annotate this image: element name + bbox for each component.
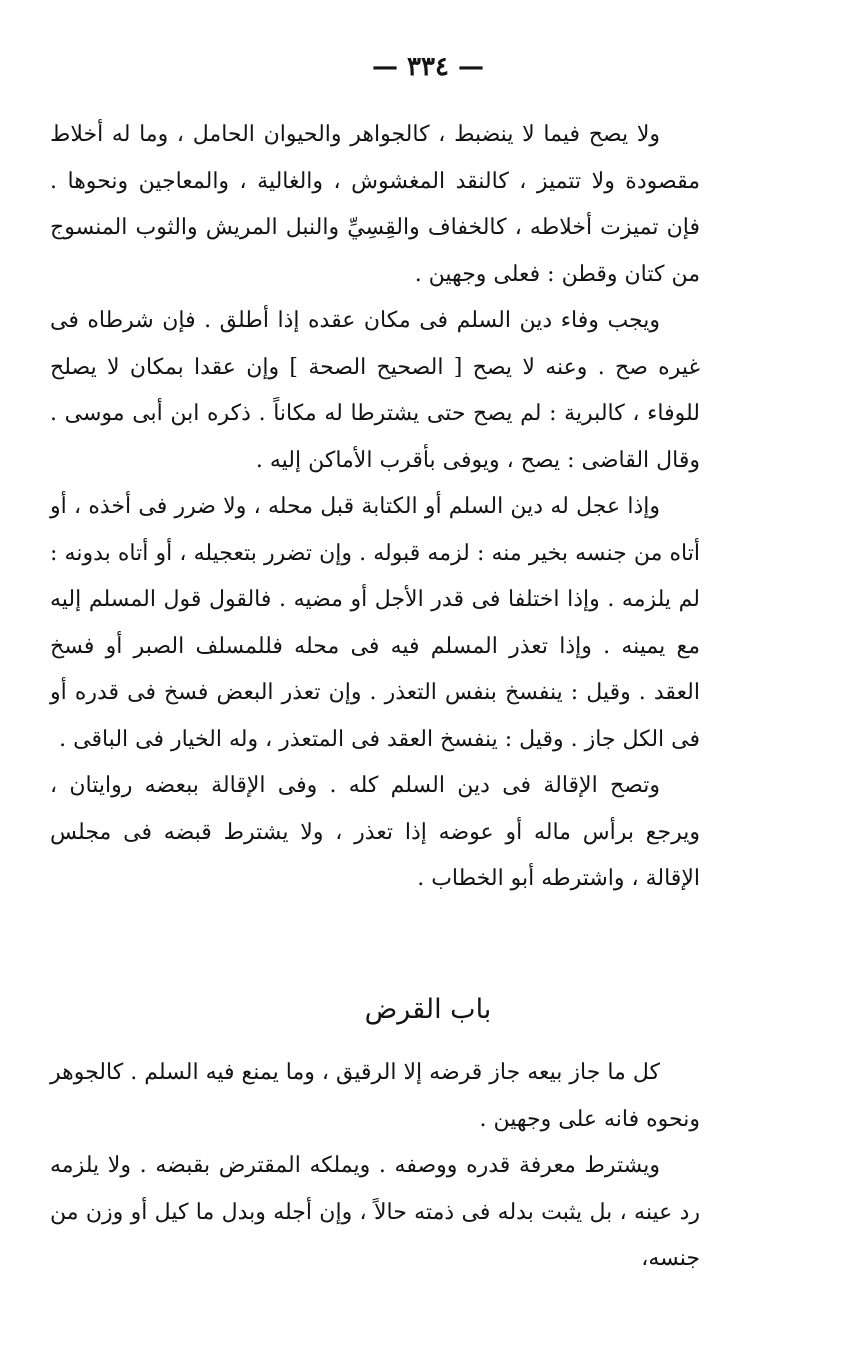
section-heading: باب القرض (364, 994, 492, 1025)
paragraph-salam-conditions: ولا يصح فيما لا ينضبط ، كالجواهر والحيوان الحامل ، وما له أخلاط مقصودة ولا تتميز ، كالنقد المغشوش ، والغالية ، والمعاجين ونحوها . فإن تميزت أخلاطه ، كالخفاف والقِسِيِّ والنبل المريش والثوب المنسوج من كتان وقطن : فعلى وجهين . (50, 122, 700, 287)
page-number: — ٣٣٤ — (371, 52, 485, 82)
paragraph-qard-scope: كل ما جاز بيعه جاز قرضه إلا الرقيق ، وما يمنع فيه السلم . كالجوهر ونحوه فانه على وجهين . (50, 1060, 700, 1132)
main-text-block (50, 112, 700, 903)
section-text-block (50, 1050, 700, 1283)
paragraph-qard-conditions: ويشترط معرفة قدره ووصفه . ويملكه المقترض بقبضه . ولا يلزمه رد عينه ، بل يثبت بدله فى ذمته حالاً ، وإن أجله وبدل ما كيل أو وزن من جنسه، (50, 1153, 700, 1271)
paragraph-early-payment: وإذا عجل له دين السلم أو الكتابة قبل محله ، ولا ضرر فى أخذه ، أو أتاه من جنسه بخير منه : لزمه قبوله . وإن تضرر بتعجيله ، أو أتاه بدونه : لم يلزمه . وإذا اختلفا فى قدر الأجل أو مضيه . فالقول قول المسلم إليه مع يمينه . وإذا تعذر المسلم فيه فى محله فللمسلف الصبر أو فسخ العقد . وقيل : ينفسخ بنفس التعذر . وإن تعذر البعض فسخ فى قدره أو فى الكل جاز . وقيل : ينفسخ العقد فى المتعذر ، وله الخيار فى الباقى . (50, 494, 700, 752)
paragraph-payment-place: ويجب وفاء دين السلم فى مكان عقده إذا أطلق . فإن شرطاه فى غيره صح . وعنه لا يصح [ الصحيح الصحة ] وإن عقدا بمكان لا يصلح للوفاء ، كالبرية : لم يصح حتى يشترطا له مكاناً . ذكره ابن أبى موسى . وقال القاضى : يصح ، ويوفى بأقرب الأماكن إليه . (50, 308, 700, 473)
paragraph-iqala: وتصح الإقالة فى دين السلم كله . وفى الإقالة ببعضه روايتان ، ويرجع برأس ماله أو عوضه إذا تعذر ، ولا يشترط قبضه فى مجلس الإقالة ، واشترطه أبو الخطاب . (50, 773, 700, 891)
